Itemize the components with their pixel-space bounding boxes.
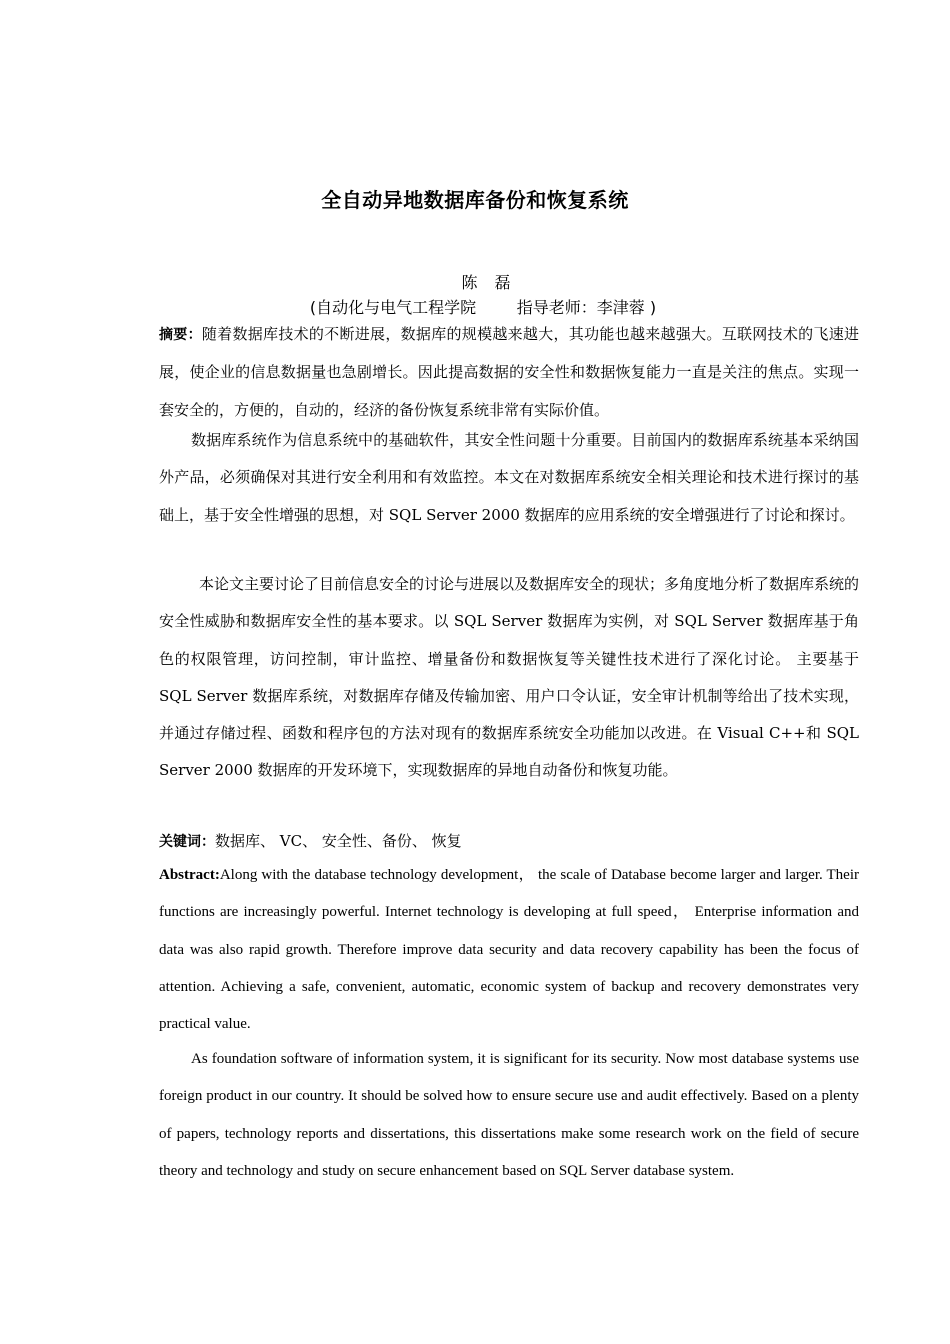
abstract-cn-paragraph-1 — [159, 316, 859, 429]
page-title: 全自动异地数据库备份和恢复系统 — [321, 188, 629, 212]
keywords-line — [159, 823, 859, 861]
abstract-cn-paragraph-2: 数据库系统作为信息系统中的基础软件，其安全性问题十分重要。目前国内的数据库系统基本采纳国外产品，必须确保对其进行安全利用和有效监控。本文在对数据库系统安全相关理论和技术进行探讨的基础上，基于安全性增强的思想，对 SQL Server 2000 数据库的应用系统的安全增强进行了讨论和探讨。 — [159, 431, 859, 524]
abstract-en-paragraph-1 — [159, 857, 859, 1043]
abstract-en-paragraph-2: As foundation software of information system, it is significant for its security. Now most database systems use foreign product in our country. It should be solved how to ensure secure use and audit effectively. Based on a plenty of papers, technology reports and dissertations, this dissertations make some research work on the field of secure theory and technology and study on secure enhancement based on SQL Server database system. — [159, 1051, 859, 1179]
abstract-cn-label: 摘要： — [159, 327, 202, 343]
abstract-cn-text-1: 随着数据库技术的不断进展，数据库的规模越来越大，其功能也越来越强大。互联网技术的飞速进展，使企业的信息数据量也急剧增长。因此提高数据的安全性和数据恢复能力一直是关注的焦点。实现一套安全的，方便的，自动的，经济的备份恢复系统非常有实际价值。 — [159, 325, 859, 419]
abstract-cn-paragraph-3: 本论文主要讨论了目前信息安全的讨论与进展以及数据库安全的现状；多角度地分析了数据库系统的安全性威胁和数据库安全性的基本要求。以 SQL Server 数据库为实例，对 SQL Server 数据库基于角色的权限管理，访问控制，审计监控、增量备份和数据恢复等关键性技术进行了深化讨论。 主要基于 SQL Server 数据库系统，对数据库存储及传输加密、用户口令认证，安全审计机制等给出了技术实现，并通过存储过程、函数和程序包的方法对现有的数据库系统安全功能加以改进。在 Visual C++和 SQL Server 2000 数据库的开发环境下，实现数据库的异地自动备份和恢复功能。 — [159, 575, 860, 780]
affiliation-line: (自动化与电气工程学院 指导老师：李津蓉 ) — [309, 298, 657, 317]
author-name: 陈 磊 — [461, 273, 517, 292]
abstract-en-text-1: Along with the database technology development， the scale of Database become larger and larger. Their functions are increasingly powerful. Internet technology is developing at full speed， Enterprise information and data was also rapid growth. Therefore improve data security and data recovery capability has been the focus of attention. Achieving a safe, convenient, automatic, economic system of backup and recovery demonstrates very practical value. — [159, 867, 859, 1033]
keywords-label: 关键词： — [159, 834, 215, 850]
keywords-text: 数据库、 VC、 安全性、备份、 恢复 — [215, 832, 462, 850]
abstract-en-label: Abstract: — [159, 867, 220, 883]
